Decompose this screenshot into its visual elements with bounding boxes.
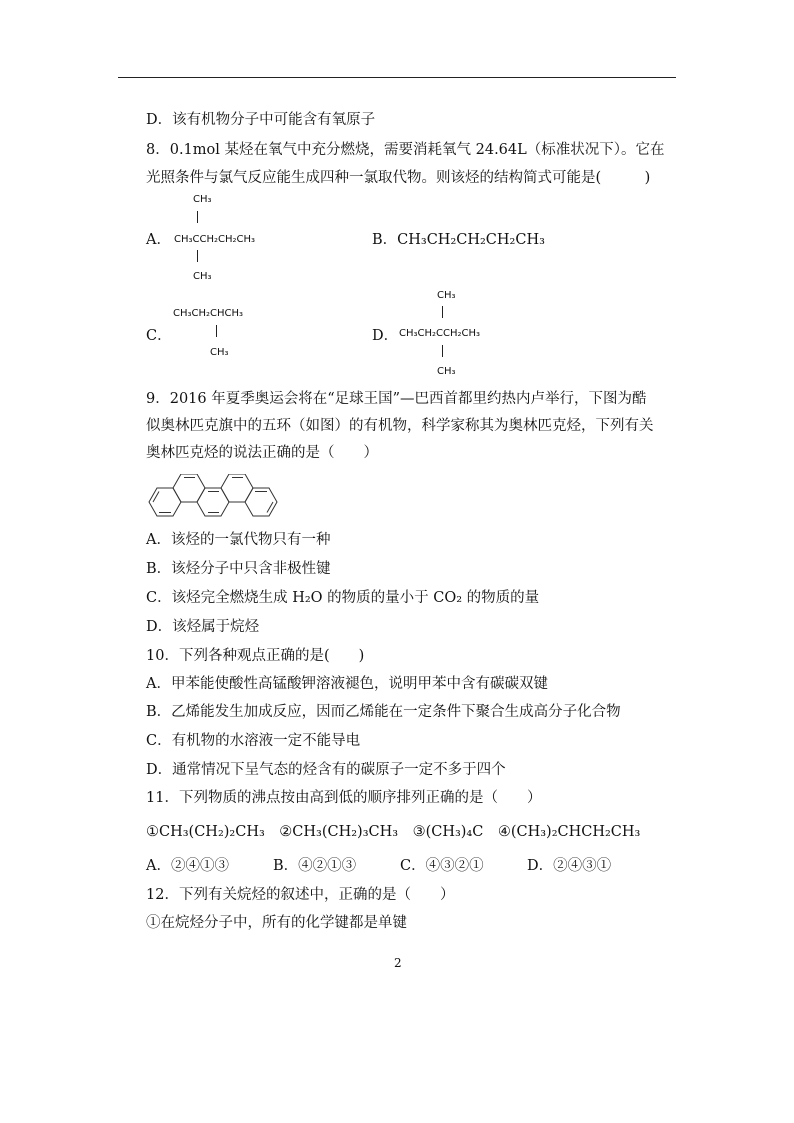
q10-stem: 10．下列各种观点正确的是( ) — [146, 648, 365, 664]
q11-option-c: C．④③②① — [400, 858, 484, 874]
q8-c-label: C． — [146, 328, 172, 344]
q10-option-a: A．甲苯能使酸性高锰酸钾溶液褪色，说明甲苯中含有碳碳双键 — [146, 676, 548, 692]
page-number: 2 — [394, 956, 402, 970]
q8-stem-line1: 8．0.1mol 某烃在氧气中充分燃烧，需要消耗氧气 24.64L（标准状况下）。它在 — [146, 142, 665, 158]
q10-option-c: C．有机物的水溶液一定不能导电 — [146, 733, 361, 749]
q8-c-bond — [216, 325, 217, 337]
q9-option-a: A．该烃的一氯代物只有一种 — [146, 532, 331, 548]
olympicene-structure — [144, 474, 284, 518]
q8-a-main-chain: CH₃CCH₂CH₂CH₃ — [174, 234, 256, 245]
q8-c-main-chain: CH₃CH₂CHCH₃ — [173, 308, 244, 319]
q9-option-c: C．该烃完全燃烧生成 H₂O 的物质的量小于 CO₂ 的物质的量 — [146, 590, 540, 606]
q8-option-b: B．CH₃CH₂CH₂CH₂CH₃ — [372, 232, 545, 248]
q8-a-label: A． — [146, 232, 171, 248]
q8-d-top-bond — [442, 306, 443, 318]
q11-compounds: ①CH₃(CH₂)₂CH₃ ②CH₃(CH₂)₃CH₃ ③(CH₃)₄C ④(CH₃)₂CHCH₂CH₃ — [146, 824, 641, 840]
q8-d-label: D． — [372, 328, 399, 344]
q8-d-main-chain: CH₃CH₂CCH₂CH₃ — [399, 328, 481, 339]
q8-a-top-methyl: CH₃ — [193, 194, 212, 205]
q8-c-bottom-methyl: CH₃ — [210, 347, 229, 358]
q11-stem: 11．下列物质的沸点按由高到低的顺序排列正确的是（ ） — [146, 790, 542, 806]
q7-option-d: D．该有机物分子中可能含有氧原子 — [146, 112, 376, 128]
q9-stem-line3: 奥林匹克烃的说法正确的是（ ） — [146, 445, 378, 461]
q8-d-bottom-bond — [442, 345, 443, 357]
q8-stem-line2: 光照条件与氯气反应能生成四种一氯取代物。则该烃的结构简式可能是( ) — [146, 170, 651, 186]
q10-option-d: D．通常情况下呈气态的烃含有的碳原子一定不多于四个 — [146, 762, 506, 778]
q9-stem-line1: 9．2016 年夏季奥运会将在“足球王国”—巴西首都里约热内卢举行，下图为酷 — [146, 391, 647, 407]
header-rule — [118, 77, 676, 78]
q11-option-d: D．②④③① — [527, 858, 612, 874]
q8-a-top-bond — [197, 211, 198, 223]
q9-option-b: B．该烃分子中只含非极性键 — [146, 561, 331, 577]
q8-d-top-methyl: CH₃ — [437, 290, 456, 301]
q8-d-bottom-methyl: CH₃ — [437, 366, 456, 377]
q8-a-bottom-bond — [197, 250, 198, 262]
q11-option-b: B．④②①③ — [273, 858, 357, 874]
q11-option-a: A．②④①③ — [146, 858, 229, 874]
q12-item-1: ①在烷烃分子中，所有的化学键都是单键 — [146, 915, 407, 931]
q9-option-d: D．该烃属于烷烃 — [146, 619, 260, 635]
q12-stem: 12．下列有关烷烃的叙述中，正确的是（ ） — [146, 887, 455, 903]
q9-stem-line2: 似奥林匹克旗中的五环（如图）的有机物，科学家称其为奥林匹克烃，下列有关 — [146, 418, 654, 434]
q8-a-bottom-methyl: CH₃ — [193, 271, 212, 282]
q10-option-b: B．乙烯能发生加成反应，因而乙烯能在一定条件下聚合生成高分子化合物 — [146, 704, 621, 720]
